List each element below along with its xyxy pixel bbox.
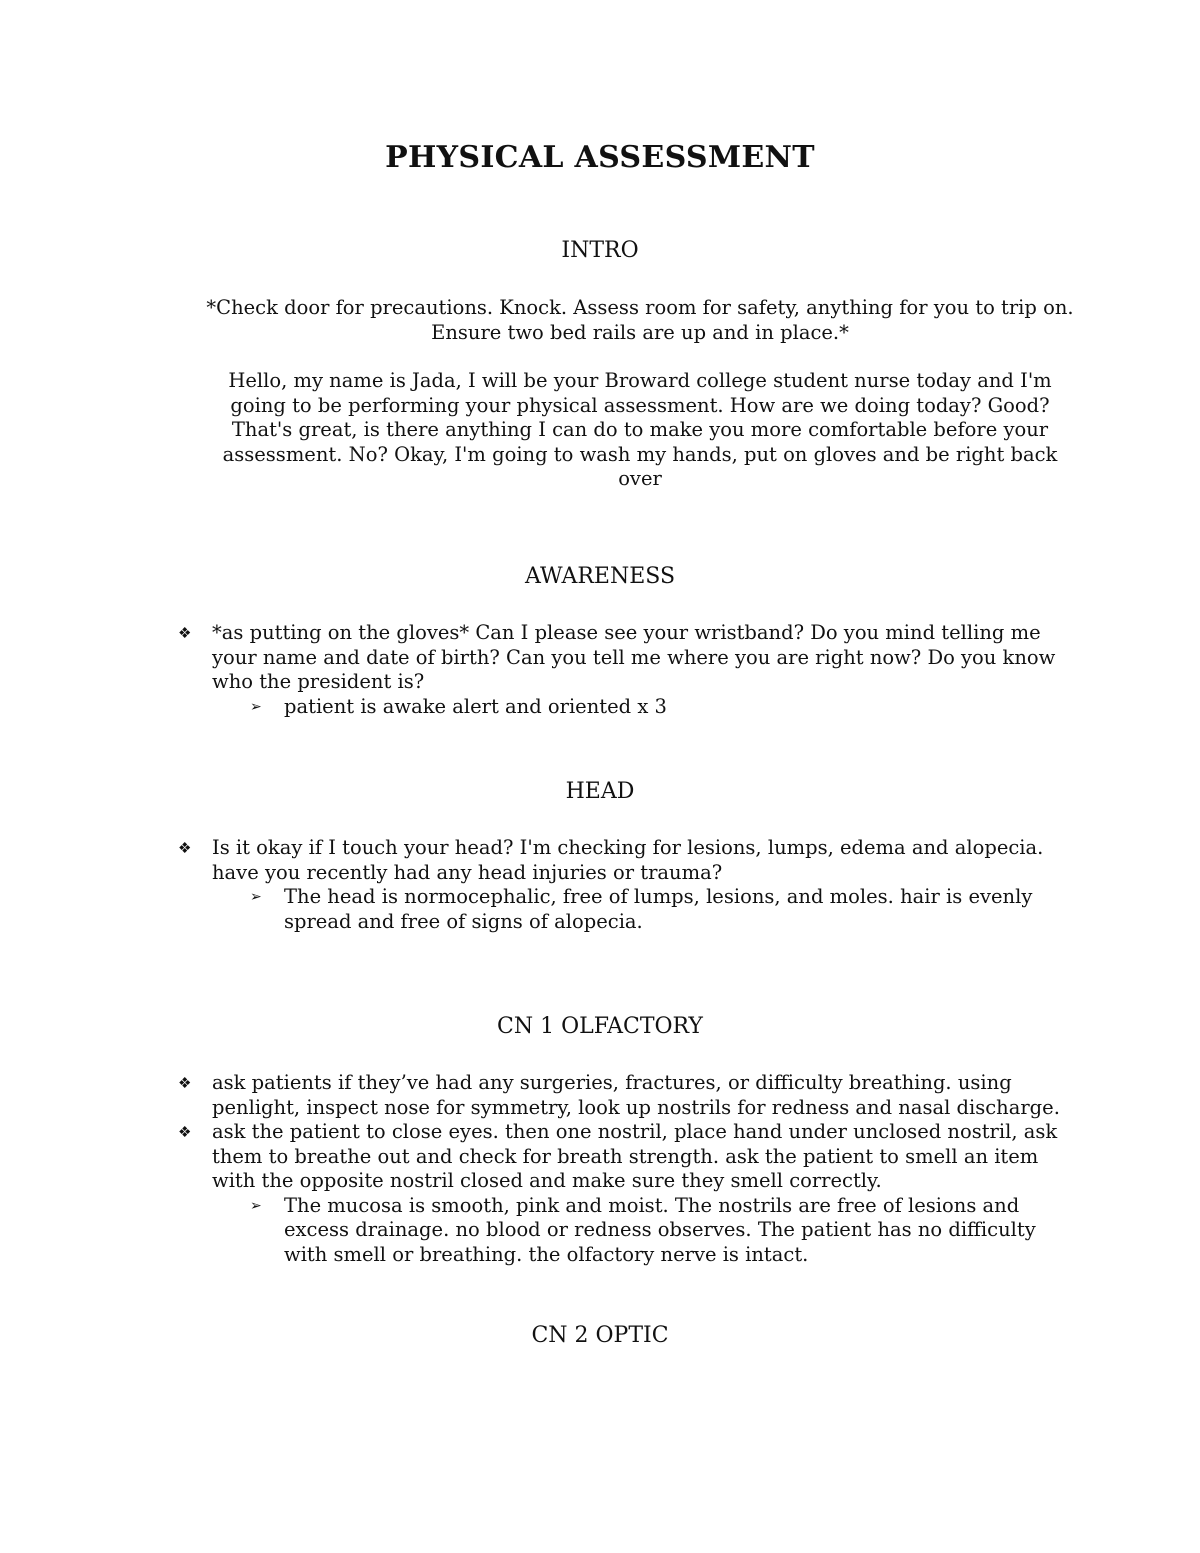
diamond-bullet-icon: ❖: [178, 1123, 192, 1141]
intro-heading: INTRO: [561, 238, 639, 263]
head-item-text: Is it okay if I touch your head? I'm checking for lesions, lumps, edema and alopecia. have you recently had any head injuries or trauma?: [212, 836, 1044, 884]
cn1-item-text: ask patients if they’ve had any surgeries, fractures, or difficulty breathing. using penlight, inspect nose for symmetry, look up nostrils for redness and nasal discharge.: [212, 1071, 1060, 1119]
cn1-list: [170, 1071, 1070, 1267]
intro-script: Hello, my name is Jada, I will be your Broward college student nurse today and I'm going to be performing your physical assessment. How are we doing today? Good? That's great, is there anything I can do to make you more comfortable before your assessment. No? Okay, I'm going to wash my hands, put on gloves and be right back over: [222, 369, 1058, 490]
cn2-heading: CN 2 OPTIC: [531, 1323, 669, 1348]
awareness-heading: AWARENESS: [524, 564, 676, 589]
awareness-list: [170, 621, 1070, 719]
diamond-bullet-icon: ❖: [178, 839, 192, 857]
list-item: [170, 885, 1070, 934]
awareness-item-text: *as putting on the gloves* Can I please see your wristband? Do you mind telling me your name and date of birth? Can you tell me where you are right now? Do you know who the president is?: [212, 621, 1056, 693]
head-heading: HEAD: [565, 779, 635, 804]
page-title: PHYSICAL ASSESSMENT: [385, 140, 815, 175]
diamond-bullet-icon: ❖: [178, 624, 192, 642]
list-item: [170, 1071, 1070, 1120]
cn1-finding-text: The mucosa is smooth, pink and moist. The nostrils are free of lesions and excess drainage. no blood or redness observes. The patient has no difficulty with smell or breathing. the olfactory nerve is intact.: [284, 1193, 1036, 1266]
arrow-bullet-icon: ➢: [250, 889, 262, 905]
cn1-item-text: ask the patient to close eyes. then one nostril, place hand under unclosed nostril, ask them to breathe out and check for breath strength. ask the patient to smell an item with the opposite nostril closed and make sure they smell correctly.: [212, 1120, 1058, 1192]
head-list: [170, 836, 1070, 934]
head-finding-text: The head is normocephalic, free of lumps, lesions, and moles. hair is evenly spread and free of signs of alopecia.: [284, 885, 1033, 933]
arrow-bullet-icon: ➢: [250, 1197, 262, 1214]
list-item: [170, 695, 1070, 720]
cn1-heading: CN 1 OLFACTORY: [497, 1014, 703, 1039]
list-item: [170, 621, 1070, 695]
awareness-finding-text: patient is awake alert and oriented x 3: [284, 694, 667, 718]
arrow-bullet-icon: ➢: [250, 698, 262, 715]
list-item: [170, 1120, 1070, 1194]
list-item: [170, 1194, 1070, 1268]
diamond-bullet-icon: ❖: [178, 1074, 192, 1092]
list-item: [170, 836, 1070, 885]
intro-note: *Check door for precautions. Knock. Assess room for safety, anything for you to trip on. Ensure two bed rails are up and in place.*: [206, 296, 1074, 344]
